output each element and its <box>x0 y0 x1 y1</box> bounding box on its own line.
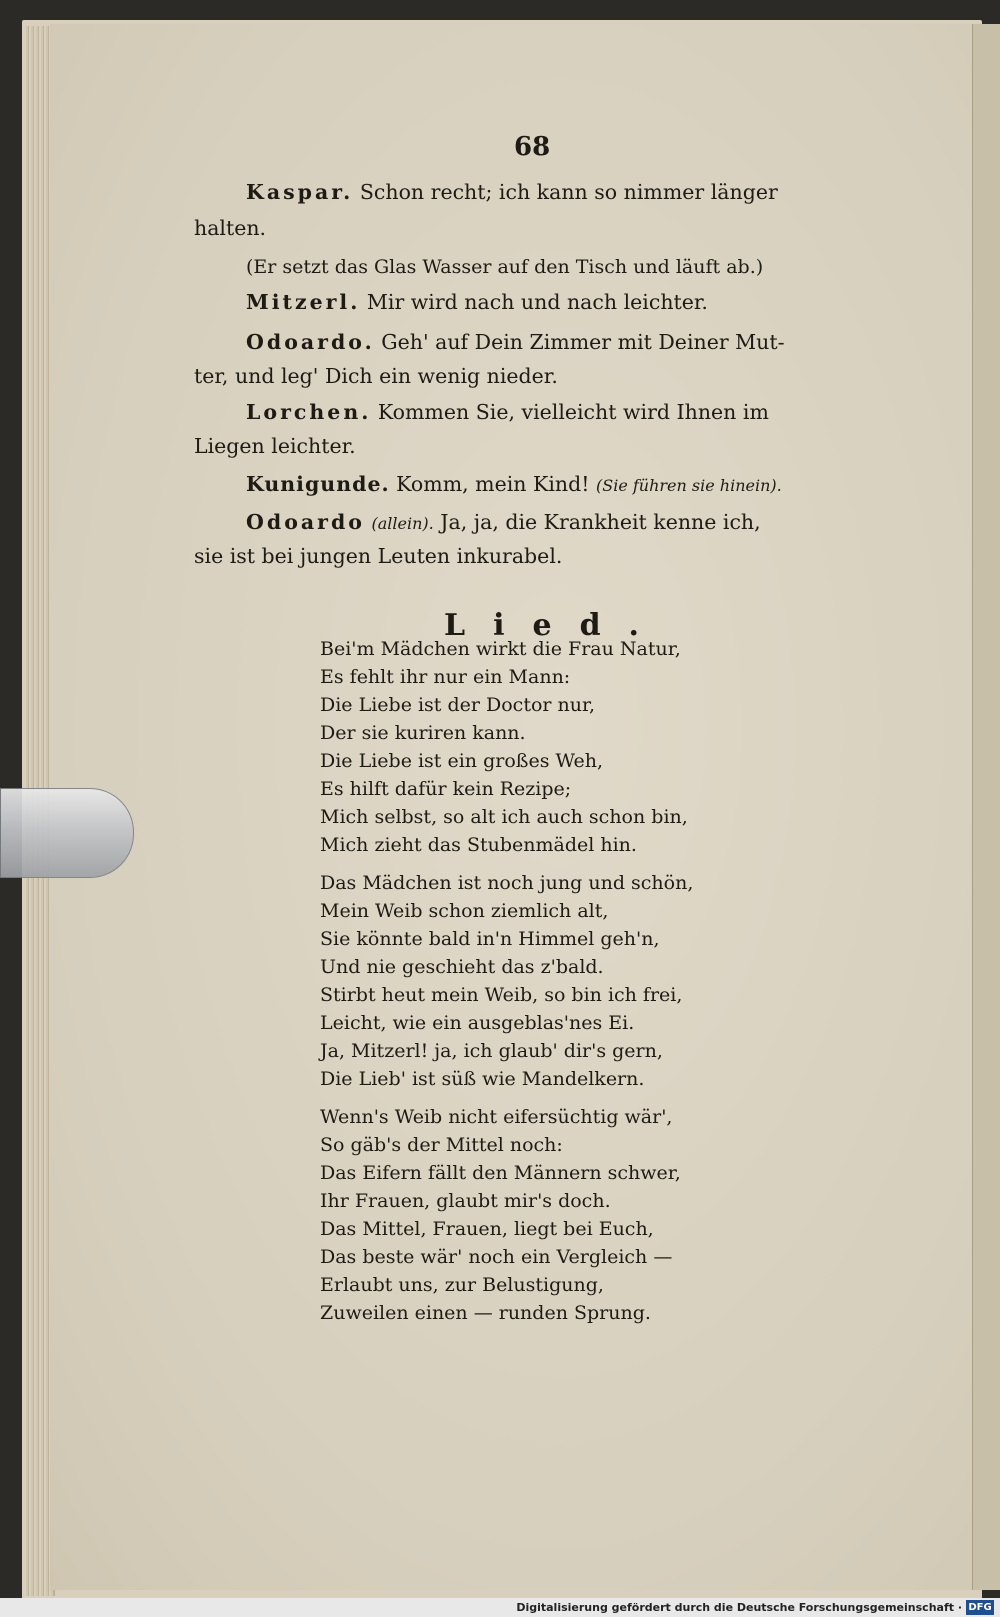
stage-direction: (allein). <box>371 514 434 533</box>
verse-line: Das Eifern fällt den Männern schwer, <box>320 1162 681 1184</box>
verse-line: Das beste wär' noch ein Vergleich — <box>320 1246 673 1268</box>
verse-line: Und nie geschieht das z'bald. <box>320 956 604 978</box>
dialogue-line <box>246 400 769 424</box>
dialogue-text: Kommen Sie, vielleicht wird Ihnen im <box>377 400 769 424</box>
dialogue-text: Komm, mein Kind! <box>396 472 590 496</box>
verse-line: Die Liebe ist der Doctor nur, <box>320 694 596 716</box>
verse-line: Es fehlt ihr nur ein Mann: <box>320 666 571 688</box>
verse-line: Der sie kuriren kann. <box>320 722 526 744</box>
verse-line: Stirbt heut mein Weib, so bin ich frei, <box>320 984 683 1006</box>
verse-line: Ihr Frauen, glaubt mir's doch. <box>320 1190 611 1212</box>
dialogue-line <box>246 510 761 534</box>
dialogue-text: Geh' auf Dein Zimmer mit Deiner Mut- <box>381 330 785 354</box>
dialogue-text: Ja, ja, die Krankheit kenne ich, <box>440 510 761 534</box>
dfg-logo: DFG <box>966 1600 994 1615</box>
verse-line: Mich selbst, so alt ich auch schon bin, <box>320 806 688 828</box>
dialogue-line <box>246 330 785 354</box>
dialogue-continuation: Liegen leichter. <box>194 434 356 458</box>
speaker-name: Odoardo. <box>246 330 375 354</box>
dialogue-line <box>246 290 708 314</box>
page-clip <box>0 788 134 878</box>
dialogue-line <box>246 472 782 496</box>
verse-line: Ja, Mitzerl! ja, ich glaub' dir's gern, <box>320 1040 663 1062</box>
speaker-name: Lorchen. <box>246 400 372 424</box>
verse-line: Bei'm Mädchen wirkt die Frau Natur, <box>320 638 681 660</box>
verse-line: Wenn's Weib nicht eifersüchtig wär', <box>320 1106 673 1128</box>
dialogue-continuation: sie ist bei jungen Leuten inkurabel. <box>194 544 563 568</box>
verse-line: Mich zieht das Stubenmädel hin. <box>320 834 637 856</box>
speaker-name: Mitzerl. <box>246 290 361 314</box>
facing-page-edge <box>972 24 1000 1590</box>
verse-line: Mein Weib schon ziemlich alt, <box>320 900 609 922</box>
page-number: 68 <box>514 132 551 162</box>
dialogue-text: Mir wird nach und nach leichter. <box>366 290 708 314</box>
verse-line: Die Lieb' ist süß wie Mandelkern. <box>320 1068 645 1090</box>
verse-line: Sie könnte bald in'n Himmel geh'n, <box>320 928 660 950</box>
verse-line: Das Mädchen ist noch jung und schön, <box>320 872 694 894</box>
stage-direction: (Er setzt das Glas Wasser auf den Tisch und läuft ab.) <box>246 256 764 278</box>
speaker-name: Kunigunde. <box>246 472 390 496</box>
verse-line: So gäb's der Mittel noch: <box>320 1134 563 1156</box>
verse-line: Leicht, wie ein ausgeblas'nes Ei. <box>320 1012 635 1034</box>
verse-line: Das Mittel, Frauen, liegt bei Euch, <box>320 1218 654 1240</box>
song-title: Lied. <box>444 608 667 643</box>
dialogue-continuation: halten. <box>194 216 267 240</box>
dialogue-continuation: ter, und leg' Dich ein wenig nieder. <box>194 364 558 388</box>
verse-line: Erlaubt uns, zur Belustigung, <box>320 1274 604 1296</box>
dialogue-text: Schon recht; ich kann so nimmer länger <box>359 180 778 204</box>
stage-direction: (Sie führen sie hinein). <box>596 476 782 495</box>
verse-line: Zuweilen einen — runden Sprung. <box>320 1302 651 1324</box>
verse-line: Es hilft dafür kein Rezipe; <box>320 778 572 800</box>
speaker-name: Kaspar. <box>246 180 354 204</box>
speaker-name: Odoardo <box>246 510 365 534</box>
footer-credit: Digitalisierung gefördert durch die Deutsche Forschungsgemeinschaft · <box>516 1601 962 1614</box>
verse-line: Die Liebe ist ein großes Weh, <box>320 750 603 772</box>
dialogue-line <box>246 180 778 204</box>
